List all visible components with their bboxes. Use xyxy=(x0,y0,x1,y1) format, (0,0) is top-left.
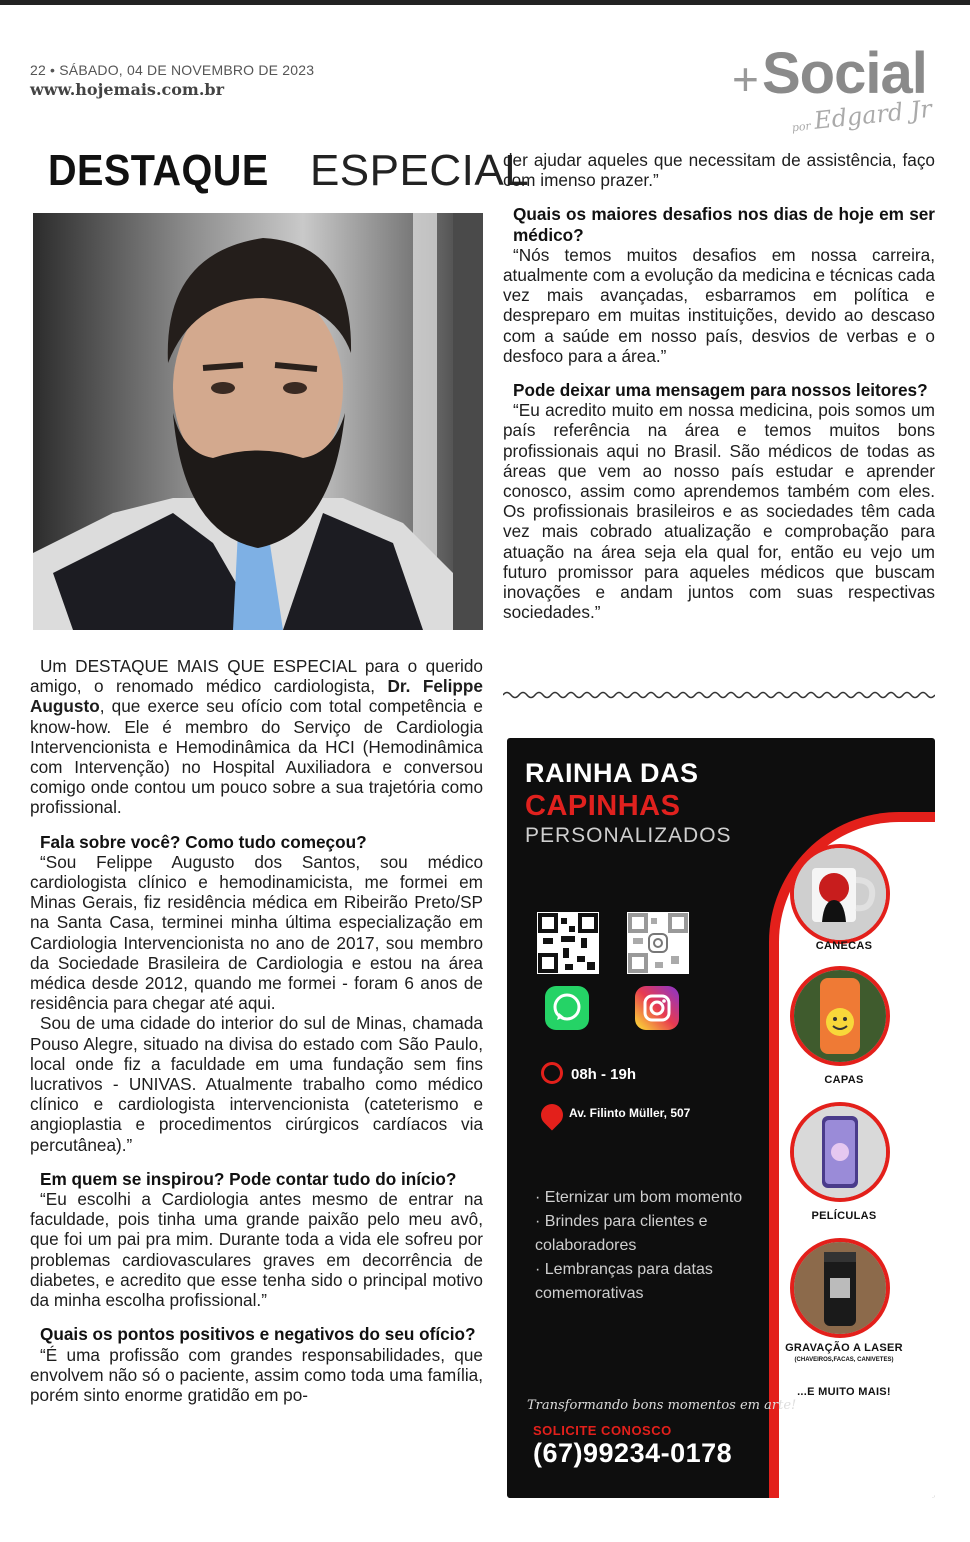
page-title xyxy=(48,146,529,196)
ad-brand-line-1: RAINHA DAS xyxy=(525,758,699,788)
product-mug-image xyxy=(790,844,890,944)
advertisement[interactable] xyxy=(507,738,935,1498)
store-address: Av. Filinto Müller, 507 xyxy=(569,1106,691,1120)
top-border xyxy=(0,0,970,5)
qr-code-icon xyxy=(627,912,689,974)
instagram-qr-code[interactable] xyxy=(627,912,689,974)
answer-1-paragraph-1: “Sou Felippe Augusto dos Santos, sou médico cardiologista clínico e hemodinamicista, me formei em Minas Gerais, fiz residência médica em Ribeirão Preto/SP na Santa Casa, terminei minha última especialização em Cardiologia Intervencionista no ano de 2017, sou membro da Sociedade Brasileira de Cardiologia e estou na área médica desde 2012, quando me formei - foram 6 anos de residência para chegar até aqui. xyxy=(30,851,483,1014)
instagram-glyph xyxy=(635,986,679,1030)
doctor-name: Dr. Felippe Augusto xyxy=(30,676,483,717)
answer-5: “Eu acredito muito em nossa medicina, pois somos um país referência na área e temos muitos bons profissionais aqui no Brasil. São médicos de todas as áreas que vem ao nosso país estudar e aprender conosco, assim como aprendemos também com eles. Os profissionais brasileiros e as sociedades têm cada vez mais cobrado atualização e comprobação para atuação na área seja ela qual for, então eu vejo um futuro promissor para aqueles médicos que buscam inovações e andam juntos com suas respectivas sociedades.” xyxy=(503,400,935,623)
article-left-column xyxy=(30,656,483,1405)
question-4: Quais os maiores desafios nos dias de hoje em ser médico? xyxy=(513,204,935,245)
social-plus-sign: + xyxy=(732,53,759,105)
portrait-photo xyxy=(33,213,483,630)
answer-3-start: “É uma profissão com grandes responsabilidades, que envolvem não só o paciente, assim como toda uma família, porém sinto enorme gratidão em po- xyxy=(30,1344,483,1405)
product-laser-engraving-image xyxy=(790,1238,890,1338)
whatsapp-glyph xyxy=(545,986,589,1030)
product-label-mugs: CANECAS xyxy=(815,940,873,952)
list-item: · Lembranças para datas comemorativas xyxy=(535,1261,713,1302)
question-3: Quais os pontos positivos e negativos do seu ofício? xyxy=(40,1324,476,1345)
article-right-column xyxy=(503,150,935,622)
product-label-laser: GRAVAÇÃO A LASER xyxy=(785,1342,903,1354)
ad-benefits-list xyxy=(535,1186,745,1306)
phone-case-icon xyxy=(794,970,886,1062)
product-label-films: PELÍCULAS xyxy=(811,1210,877,1222)
answer-3-end: der ajudar aqueles que necessitam de assistência, faço com imenso prazer.” xyxy=(503,150,935,191)
list-item: · Brindes para clientes e colaboradores xyxy=(535,1213,708,1254)
answer-2: “Eu escolhi a Cardiologia antes mesmo de entrar na faculdade, pois tinha uma grande paixão pelo meu avô, que foi um pai pra mim. Durante toda a vida ele sofreu por problemas cardiovasculares graves em decorrência de diabetes, e acredito que esse tenha sido o principal motivo da minha escolha profissional.” xyxy=(30,1189,483,1311)
question-5: Pode deixar uma mensagem para nossos leitores? xyxy=(513,380,928,401)
portrait-illustration xyxy=(33,213,483,630)
answer-1-paragraph-2: Sou de uma cidade do interior do sul de Minas, chamada Pouso Alegre, situado na divisa do estado com São Paulo, local onde fiz a faculdade em uma fundação sem fins lucrativos - UNIVAS. Atualmente trabalho como médico clínico e cardiologista intervencionista (cateterismo e angioplastia e procedimentos cirúrgicos cardíacos via percutânea).” xyxy=(30,1013,483,1155)
social-section-logo xyxy=(732,40,932,140)
intro-paragraph xyxy=(30,656,483,818)
tumbler-icon xyxy=(794,1242,886,1334)
more-products-label: ...E MUITO MAIS! xyxy=(797,1386,891,1398)
question-1: Fala sobre você? Como tudo começou? xyxy=(40,831,367,852)
list-item: · Eternizar um bom momento xyxy=(535,1189,743,1206)
ad-cta: SOLICITE CONOSCO xyxy=(533,1423,672,1438)
whatsapp-icon[interactable] xyxy=(545,986,589,1030)
intro-rest: , que exerce seu ofício com total competência e know-how. Ele é membro do Serviço de Cardiologia Intervencionista e Hemodinâmica da HCI (Hemodinâmica com Intervenção) no Hospital Auxiliadora e conversou comigo onde contou um pouco sobre a sua trajetória como profissional. xyxy=(30,696,483,818)
title-light: ESPECIAL xyxy=(309,146,530,195)
mug-icon xyxy=(794,848,886,940)
question-2: Em quem se inspirou? Pode contar tudo do início? xyxy=(40,1168,457,1189)
clock-icon xyxy=(541,1062,563,1084)
screen-protector-icon xyxy=(794,1106,886,1198)
product-label-cases: CAPAS xyxy=(824,1074,864,1086)
ad-brand-line-2: CAPINHAS xyxy=(525,790,681,822)
title-bold: DESTAQUE xyxy=(48,146,269,195)
ad-brand-line-3: PERSONALIZADOS xyxy=(525,824,732,847)
ad-tagline: Transformando bons momentos em arte! xyxy=(527,1398,797,1413)
page-date-line: 22 • SÁBADO, 04 DE NOVEMBRO DE 2023 xyxy=(30,62,315,78)
whatsapp-qr-code[interactable] xyxy=(537,912,599,974)
product-phone-case-image xyxy=(790,966,890,1066)
signature-prefix: por xyxy=(791,119,812,135)
product-film-image xyxy=(790,1102,890,1202)
social-word: Social xyxy=(762,41,927,106)
instagram-icon[interactable] xyxy=(635,986,679,1030)
opening-hours: 08h - 19h xyxy=(571,1066,637,1083)
wavy-divider xyxy=(503,688,935,702)
answer-4: “Nós temos muitos desafios em nossa carreira, atualmente com a evolução da medicina e técnicas cada vez mais avançadas, esbarramos em política e despreparo em muitas instituições, devido ao descaso com a saúde em nosso país, desvios de verbas e o desfoco para a área.” xyxy=(503,244,935,366)
product-sublabel-laser: (CHAVEIROS,FACAS, CANIVETES) xyxy=(794,1357,894,1363)
ad-phone-number[interactable]: (67)99234-0178 xyxy=(533,1438,733,1468)
qr-code-icon xyxy=(537,912,599,974)
intro-lead: Um DESTAQUE MAIS QUE ESPECIAL para o querido amigo, o renomado médico cardiologista, xyxy=(30,656,483,697)
location-pin-icon xyxy=(536,1099,567,1130)
signature-name: Edgard Jr xyxy=(812,94,934,135)
site-url[interactable]: www.hojemais.com.br xyxy=(30,80,225,99)
